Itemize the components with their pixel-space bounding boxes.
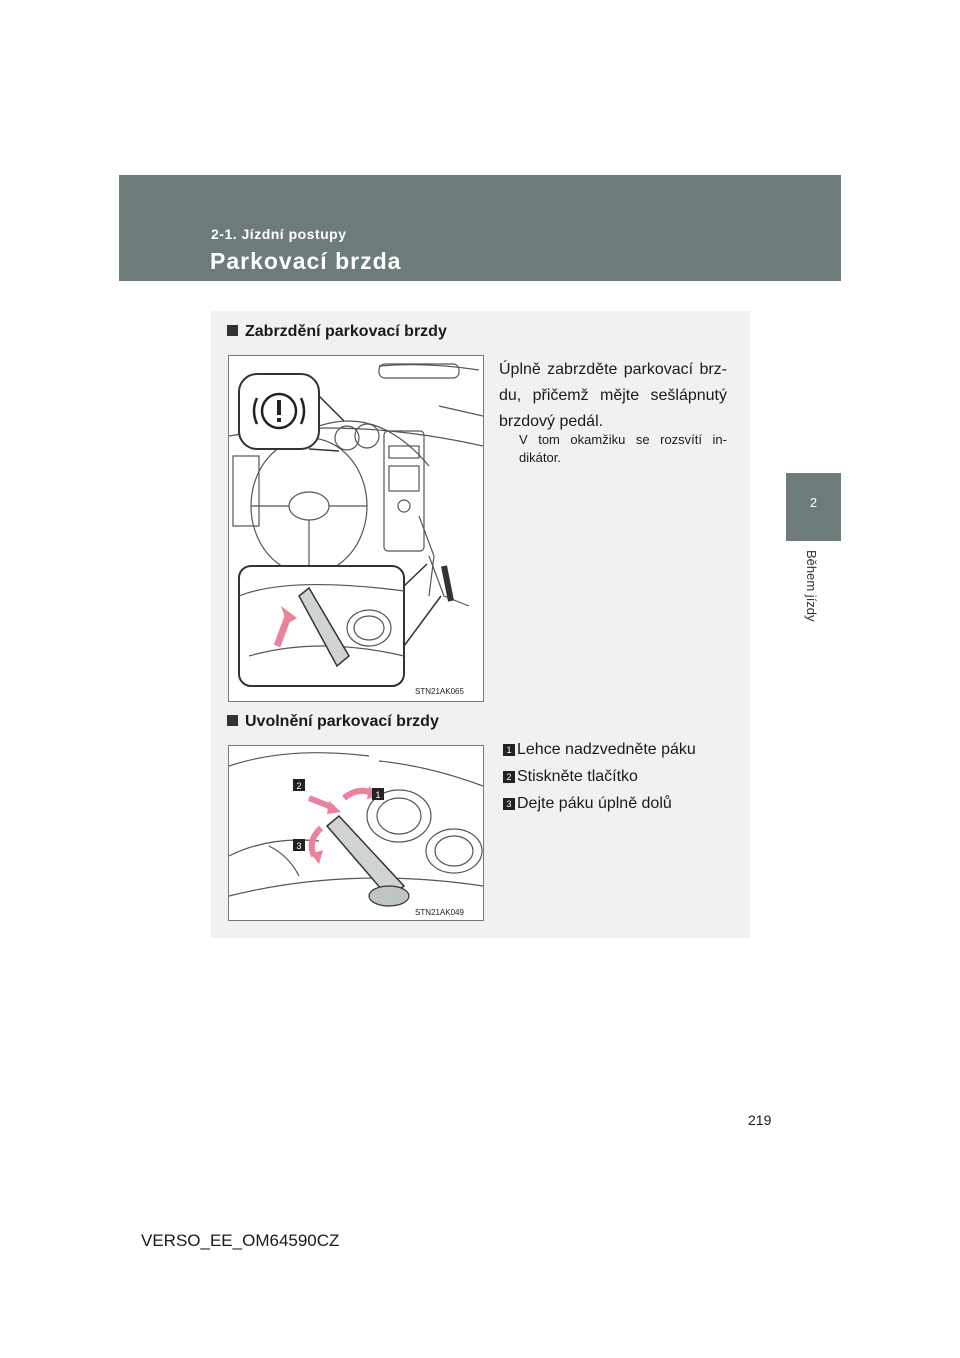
bullet-square-icon (227, 715, 238, 726)
callout-label: 1 (375, 790, 381, 800)
page-number: 219 (748, 1112, 772, 1128)
content-box (211, 311, 750, 938)
figure-code: STN21AK049 (415, 908, 464, 917)
chapter-tab (786, 473, 841, 541)
apply-heading-text: Zabrzdění parkovací brzdy (245, 323, 447, 340)
step-number-badge: 2 (503, 771, 515, 783)
section-header (119, 175, 841, 281)
list-item (503, 741, 696, 768)
handbrake-illustration (229, 746, 483, 920)
apply-note: V tom okamžiku se rozsvítí in-dikátor. (519, 432, 727, 465)
step-text: Dejte páku úplně dolů (517, 795, 672, 812)
release-steps (503, 741, 696, 822)
release-heading-text: Uvolnění parkovací brzdy (245, 713, 439, 730)
apply-heading (227, 323, 447, 341)
dashboard-illustration (229, 356, 483, 701)
callout-label: 3 (296, 841, 302, 851)
document-code: VERSO_EE_OM64590CZ (141, 1231, 340, 1250)
step-text: Stiskněte tlačítko (517, 768, 638, 785)
chapter-name: Během jízdy (804, 550, 819, 622)
figure-code: STN21AK065 (415, 687, 464, 696)
chapter-number: 2 (809, 495, 818, 510)
list-item (503, 768, 696, 795)
section-label: 2-1. Jízdní postupy (211, 226, 347, 242)
release-figure (228, 745, 484, 921)
bullet-square-icon (227, 325, 238, 336)
apply-figure (228, 355, 484, 702)
step-number-badge: 3 (503, 798, 515, 810)
list-item (503, 795, 696, 822)
release-heading (227, 713, 439, 731)
callout-label: 2 (296, 781, 302, 791)
step-text: Lehce nadzvedněte páku (517, 741, 696, 758)
step-number-badge: 1 (503, 744, 515, 756)
page-title: Parkovací brzda (210, 248, 402, 274)
apply-instruction: Úplně zabrzděte parkovací brz-du, přičemž mějte sešlápnutý brzdový pedál. (499, 361, 727, 430)
